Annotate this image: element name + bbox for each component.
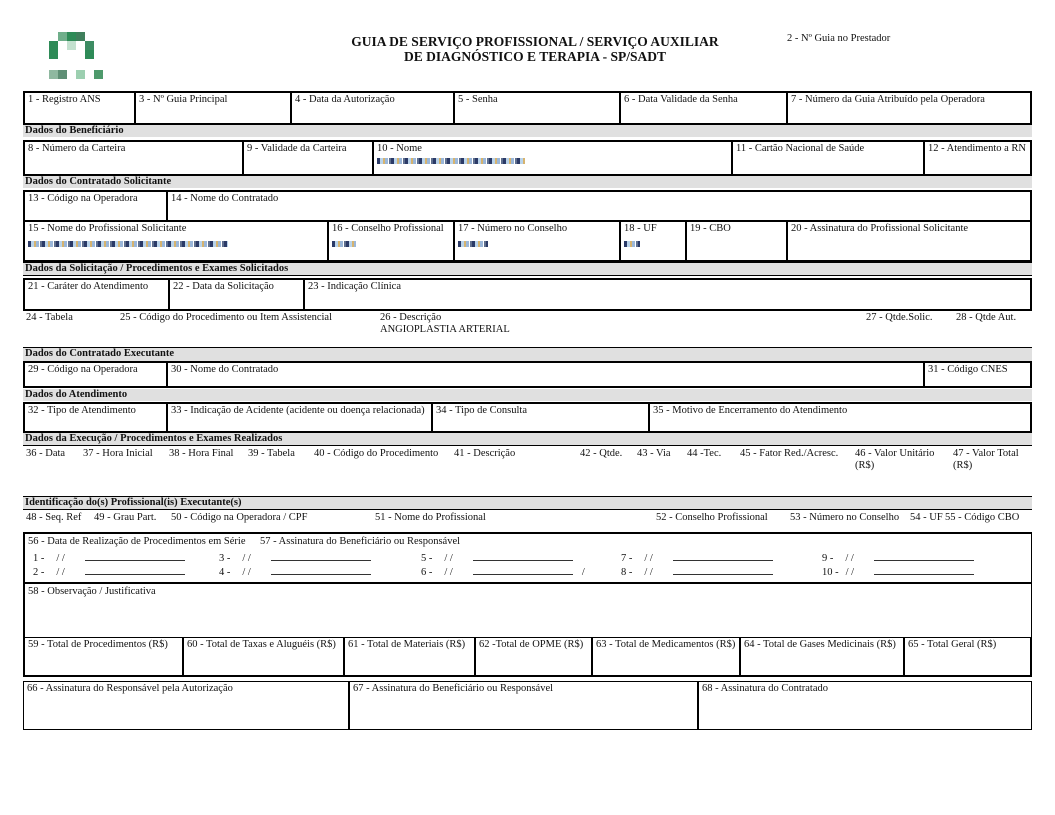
col-tec: 44 -Tec. <box>687 448 722 459</box>
field-exec-codigo-operadora[interactable]: 29 - Código na Operadora <box>28 364 138 375</box>
signature-line <box>271 574 371 575</box>
col-grau-part: 49 - Grau Part. <box>94 512 157 523</box>
entry-number: 9 - <box>822 553 834 564</box>
conselho-label: 16 - Conselho Profissional <box>332 223 444 234</box>
serie-entry-3[interactable] <box>219 553 371 565</box>
date-field: / / <box>845 553 854 564</box>
col-descricao-exec: 41 - Descrição <box>454 448 516 459</box>
field-assinatura-autorizacao[interactable]: 66 - Assinatura do Responsável pela Autorização <box>27 683 233 694</box>
serie-entry-6[interactable] <box>421 567 585 579</box>
field-nome-beneficiario[interactable] <box>372 142 731 174</box>
entry-number: 10 - <box>822 567 839 578</box>
col-codigo-cpf: 50 - Código na Operadora / CPF <box>171 512 308 523</box>
signature-line <box>271 560 371 561</box>
section-beneficiario: Dados do Beneficiário <box>23 125 1032 137</box>
field-nome-profissional-solicitante[interactable] <box>25 222 327 260</box>
executante-row <box>23 361 1032 388</box>
field-conselho-profissional[interactable] <box>327 222 453 260</box>
beneficiario-row <box>23 140 1032 176</box>
col-qtde-solic: 27 - Qtde.Solic. <box>866 312 933 323</box>
serie-entry-1[interactable] <box>33 553 185 565</box>
form-title-line2: DE DIAGNÓSTICO E TERAPIA - SP/SADT <box>404 49 666 64</box>
section-executante: Dados do Contratado Executante <box>23 347 1032 361</box>
col-qtde-aut: 28 - Qtde Aut. <box>956 312 1017 323</box>
field-data-autorizacao[interactable]: 4 - Data da Autorização <box>290 93 453 123</box>
stray-slash: / <box>581 567 585 578</box>
field-atendimento-rn[interactable]: 12 - Atendimento a RN <box>923 142 1030 174</box>
field-assinatura-solicitante[interactable]: 20 - Assinatura do Profissional Solicitante <box>786 222 1030 260</box>
numero-conselho-label: 17 - Número no Conselho <box>458 223 568 234</box>
field-indicacao-clinica[interactable]: 23 - Indicação Clínica <box>303 280 1030 309</box>
field-guia-principal[interactable]: 3 - Nº Guia Principal <box>134 93 290 123</box>
redacted-value <box>332 241 356 247</box>
col-descricao: 26 - Descrição <box>380 312 442 323</box>
serie-entry-8[interactable] <box>621 567 773 579</box>
col-tabela: 24 - Tabela <box>26 312 73 323</box>
date-field: / / <box>56 567 65 578</box>
section-solicitante: Dados do Contratado Solicitante <box>23 176 1032 188</box>
col-via: 43 - Via <box>637 448 671 459</box>
field-numero-carteira[interactable]: 8 - Número da Carteira <box>28 143 126 154</box>
field-motivo-encerramento[interactable]: 35 - Motivo de Encerramento do Atendimento <box>648 404 1030 431</box>
field-total-medicamentos[interactable]: 63 - Total de Medicamentos (R$) <box>591 638 739 675</box>
date-field: / / <box>444 567 453 578</box>
field-uf[interactable] <box>619 222 685 260</box>
col-seq-ref: 48 - Seq. Ref <box>26 512 82 523</box>
field-codigo-operadora[interactable]: 13 - Código na Operadora <box>28 193 138 204</box>
nome-profissional-label: 15 - Nome do Profissional Solicitante <box>28 223 187 234</box>
totais-row <box>23 637 1032 677</box>
signature-line <box>85 574 185 575</box>
col-hora-final: 38 - Hora Final <box>169 448 234 459</box>
guia-prestador-label: 2 - Nº Guia no Prestador <box>787 33 891 44</box>
observacao-label: 58 - Observação / Justificativa <box>28 586 156 597</box>
nome-beneficiario-label: 10 - Nome <box>377 143 422 154</box>
date-field: / / <box>56 553 65 564</box>
form-title-line1: GUIA DE SERVIÇO PROFISSIONAL / SERVIÇO AUXILIAR <box>351 34 719 49</box>
field-numero-guia-operadora[interactable]: 7 - Número da Guia Atribuído pela Operadora <box>786 93 1030 123</box>
valor-unitario-label: 46 - Valor Unitário <box>855 448 935 459</box>
entry-number: 2 - <box>33 567 45 578</box>
field-cartao-nacional-saude[interactable]: 11 - Cartão Nacional de Saúde <box>731 142 923 174</box>
procedimento-descricao-value: ANGIOPLASTIA ARTERIAL <box>380 324 510 335</box>
field-codigo-cnes[interactable]: 31 - Código CNES <box>923 363 1030 386</box>
valor-total-unit: (R$) <box>953 460 973 471</box>
field-total-materiais[interactable]: 61 - Total de Materiais (R$) <box>343 638 474 675</box>
col-qtde: 42 - Qtde. <box>580 448 623 459</box>
field-carater-atendimento[interactable]: 21 - Caráter do Atendimento <box>28 281 149 292</box>
serie-label-57: 57 - Assinatura do Beneficiário ou Responsável <box>260 536 461 547</box>
signature-line <box>473 560 573 561</box>
redacted-value <box>624 241 640 247</box>
col-conselho-profissional: 52 - Conselho Profissional <box>656 512 768 523</box>
form-title <box>300 34 770 64</box>
field-total-geral[interactable]: 65 - Total Geral (R$) <box>903 638 1030 675</box>
guia-header-row <box>23 91 1032 125</box>
col-uf: 54 - UF <box>910 512 943 523</box>
field-total-taxas[interactable]: 60 - Total de Taxas e Aluguéis (R$) <box>182 638 343 675</box>
field-tipo-consulta[interactable]: 34 - Tipo de Consulta <box>431 404 648 431</box>
atendimento-row <box>23 402 1032 433</box>
entry-number: 8 - <box>621 567 633 578</box>
operator-logo <box>48 32 108 84</box>
field-assinatura-contratado[interactable]: 68 - Assinatura do Contratado <box>697 682 1031 729</box>
col-valor-total <box>953 448 1019 472</box>
section-solicitacao: Dados da Solicitação / Procedimentos e Exames Solicitados <box>23 262 1032 276</box>
redacted-name <box>377 158 525 164</box>
field-numero-conselho[interactable] <box>453 222 619 260</box>
solicitante-row2 <box>23 220 1032 262</box>
entry-number: 5 - <box>421 553 433 564</box>
serie-entry-5[interactable] <box>421 553 573 565</box>
date-field: / / <box>242 553 251 564</box>
solicitacao-row <box>23 278 1032 311</box>
valor-total-label: 47 - Valor Total <box>953 448 1019 459</box>
entry-number: 3 - <box>219 553 231 564</box>
uf-label: 18 - UF <box>624 223 657 234</box>
col-fator: 45 - Fator Red./Acresc. <box>740 448 839 459</box>
date-field: / / <box>644 553 653 564</box>
entry-number: 4 - <box>219 567 231 578</box>
col-codigo-cbo: 55 - Código CBO <box>945 512 1020 523</box>
entry-number: 7 - <box>621 553 633 564</box>
field-total-procedimentos[interactable]: 59 - Total de Procedimentos (R$) <box>28 639 168 650</box>
signature-line <box>673 560 773 561</box>
signature-line <box>874 574 974 575</box>
serie-entry-2[interactable] <box>33 567 185 579</box>
serie-box <box>23 532 1032 584</box>
entry-number: 1 - <box>33 553 45 564</box>
field-indicacao-acidente[interactable]: 33 - Indicação de Acidente (acidente ou doença relacionada) <box>166 404 431 431</box>
section-profissionais: Identificação do(s) Profissional(is) Executante(s) <box>23 496 1032 510</box>
field-total-opme[interactable]: 62 -Total de OPME (R$) <box>474 638 591 675</box>
valor-unitario-unit: (R$) <box>855 460 875 471</box>
field-assinatura-beneficiario[interactable]: 67 - Assinatura do Beneficiário ou Responsável <box>348 682 697 729</box>
col-codigo-procedimento-exec: 40 - Código do Procedimento <box>314 448 439 459</box>
col-valor-unitario <box>855 448 934 472</box>
field-registro-ans[interactable]: 1 - Registro ANS <box>28 94 101 105</box>
redacted-name <box>28 241 228 247</box>
col-data: 36 - Data <box>26 448 66 459</box>
col-hora-inicial: 37 - Hora Inicial <box>83 448 153 459</box>
entry-number: 6 - <box>421 567 433 578</box>
field-nome-contratado[interactable]: 14 - Nome do Contratado <box>166 192 1030 220</box>
col-numero-conselho: 53 - Número no Conselho <box>790 512 900 523</box>
field-exec-nome-contratado[interactable]: 30 - Nome do Contratado <box>166 363 923 386</box>
field-cbo[interactable]: 19 - CBO <box>685 222 786 260</box>
col-codigo-procedimento: 25 - Código do Procedimento ou Item Assistencial <box>120 312 333 323</box>
serie-label-56: 56 - Data de Realização de Procedimentos em Série <box>28 536 246 547</box>
col-nome-profissional: 51 - Nome do Profissional <box>375 512 486 523</box>
serie-entry-4[interactable] <box>219 567 371 579</box>
field-data-validade-senha[interactable]: 6 - Data Validade da Senha <box>619 93 786 123</box>
signature-line <box>673 574 773 575</box>
field-data-solicitacao[interactable]: 22 - Data da Solicitação <box>168 280 303 309</box>
section-execucao: Dados da Execução / Procedimentos e Exames Realizados <box>23 433 1032 446</box>
serie-entry-10[interactable] <box>822 567 974 579</box>
field-senha[interactable]: 5 - Senha <box>453 93 619 123</box>
solicitante-row1 <box>23 190 1032 222</box>
date-field: / / <box>444 553 453 564</box>
date-field: / / <box>644 567 653 578</box>
field-observacao[interactable] <box>23 582 1032 639</box>
section-atendimento: Dados do Atendimento <box>23 389 1032 401</box>
serie-entry-9[interactable] <box>822 553 974 565</box>
redacted-value <box>458 241 488 247</box>
assinaturas-row <box>23 681 1032 730</box>
date-field: / / <box>845 567 855 578</box>
signature-line <box>85 560 185 561</box>
field-tipo-atendimento[interactable]: 32 - Tipo de Atendimento <box>28 405 136 416</box>
field-total-gases[interactable]: 64 - Total de Gases Medicinais (R$) <box>739 638 903 675</box>
signature-line <box>874 560 974 561</box>
serie-entry-7[interactable] <box>621 553 773 565</box>
signature-line <box>473 574 573 575</box>
date-field: / / <box>242 567 251 578</box>
field-validade-carteira[interactable]: 9 - Validade da Carteira <box>242 142 372 174</box>
col-tabela-exec: 39 - Tabela <box>248 448 295 459</box>
